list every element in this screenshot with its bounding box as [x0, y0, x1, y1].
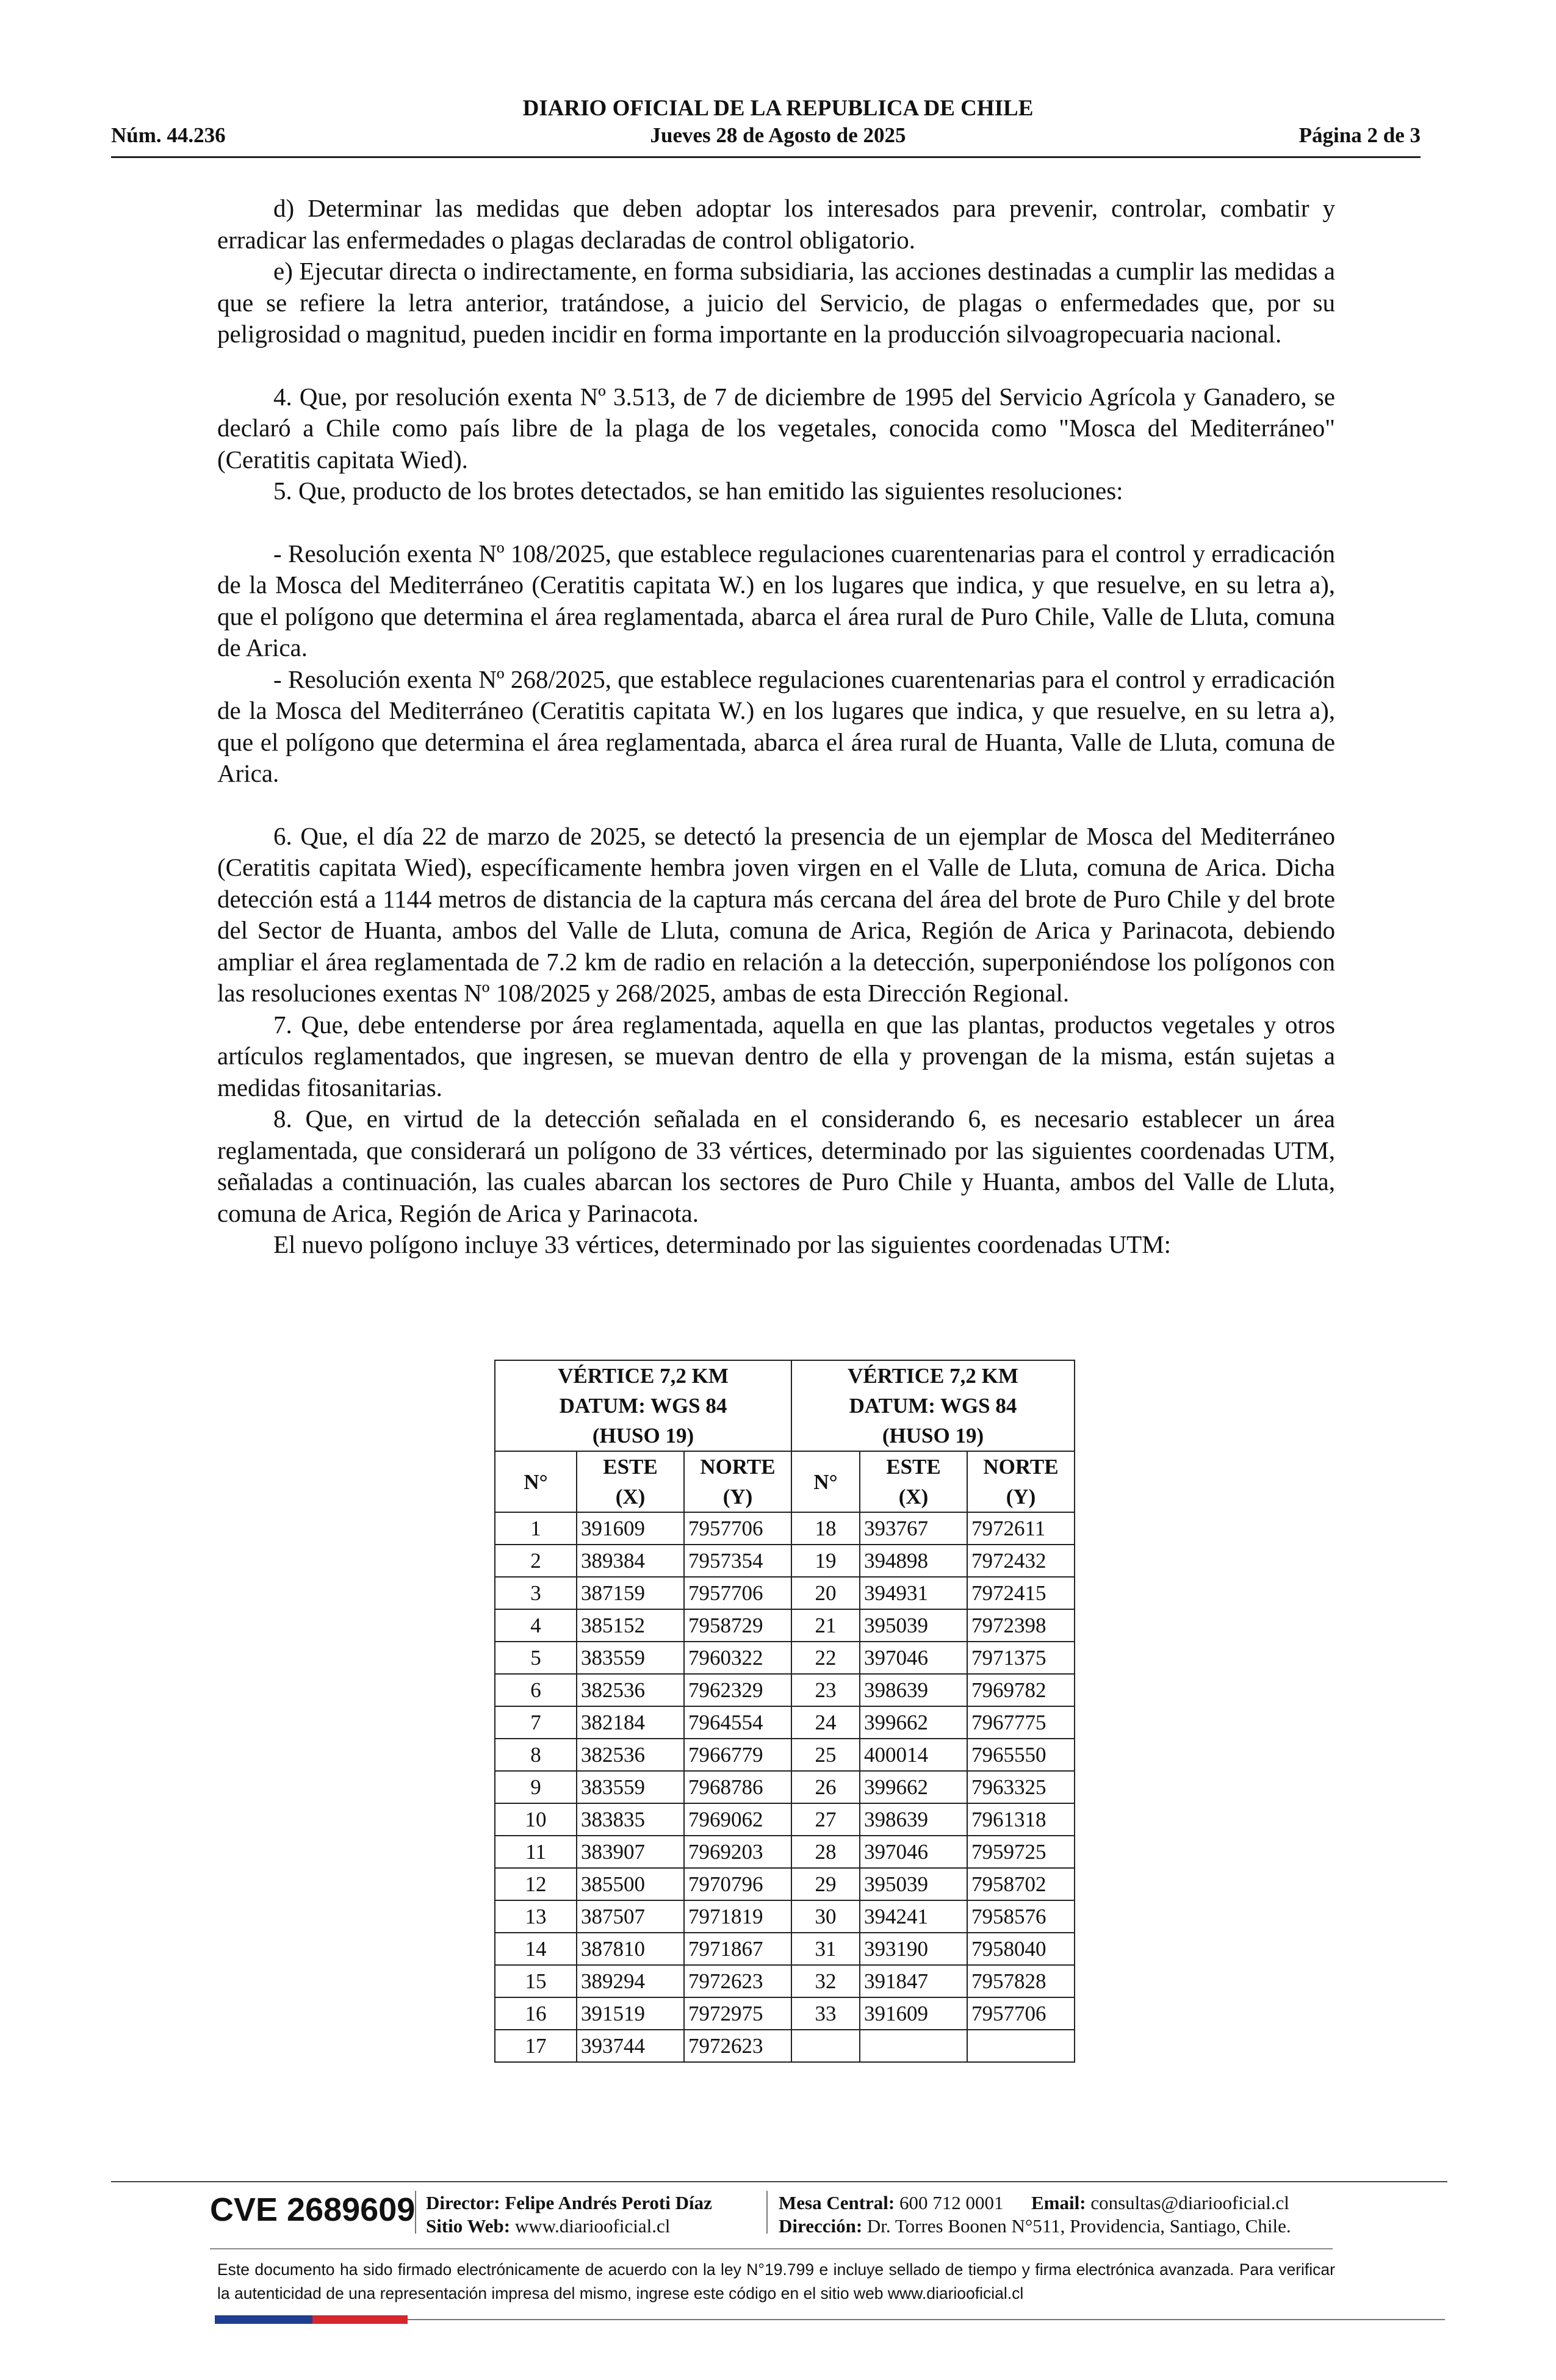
table-cell: 18: [791, 1512, 860, 1545]
table-cell: 27: [791, 1803, 860, 1836]
table-cell: 11: [495, 1836, 577, 1868]
table-cell: 7971375: [967, 1642, 1075, 1674]
table-cell: [967, 2030, 1075, 2062]
cve-code: CVE 2689609: [210, 2191, 416, 2228]
table-cell: 393190: [860, 1933, 967, 1965]
table-cell: 383559: [577, 1771, 684, 1803]
table-cell: 385152: [577, 1609, 684, 1642]
table-cell: 32: [791, 1965, 860, 1997]
table-cell: 6: [495, 1674, 577, 1706]
group-header-right: VÉRTICE 7,2 KM DATUM: WGS 84 (HUSO 19): [791, 1360, 1075, 1451]
table-row: [495, 1868, 1075, 1900]
paragraph-8: 8. Que, en virtud de la detección señalada en el considerando 6, es necesario establecer un área reglamentada, que considerará un polígono de 33 vértices, determinado por las siguientes coordenadas UTM, señaladas a continuación, las cuales abarcan los sectores de Puro Chile y Huanta, ambos del Valle de Lluta, comuna de Arica, Región de Arica y Parinacota.: [217, 1105, 1335, 1227]
address-line: Dirección: Dr. Torres Boonen N°511, Providencia, Santiago, Chile.: [779, 2215, 1291, 2237]
paragraph-resolution-108: - Resolución exenta Nº 108/2025, que establece regulaciones cuarentenarias para el control y erradicación de la Mosca del Mediterráneo (Ceratitis capitata W.) en los lugares que indica, y que resuelve, en su letra a), que el polígono que determina el área reglamentada, abarca el área rural de Puro Chile, Valle de Lluta, comuna de Arica.: [217, 539, 1335, 662]
table-row: [495, 1609, 1075, 1642]
table-cell: 399662: [860, 1706, 967, 1739]
table-cell: 7958576: [967, 1900, 1075, 1933]
table-cell: 31: [791, 1933, 860, 1965]
paragraph-5: 5. Que, producto de los brotes detectados, se han emitido las siguientes resoluciones:: [273, 477, 1123, 505]
table-cell: 14: [495, 1933, 577, 1965]
table-cell: 7957354: [684, 1545, 791, 1577]
table-cell: 382184: [577, 1706, 684, 1739]
table-cell: 7972623: [684, 1965, 791, 1997]
table-cell: [791, 2030, 860, 2062]
table-cell: 382536: [577, 1674, 684, 1706]
table-cell: 383907: [577, 1836, 684, 1868]
table-cell: 383559: [577, 1642, 684, 1674]
table-cell: 10: [495, 1803, 577, 1836]
table-cell: 7957706: [684, 1512, 791, 1545]
table-cell: 15: [495, 1965, 577, 1997]
table-cell: 7967775: [967, 1706, 1075, 1739]
table-cell: 7960322: [684, 1642, 791, 1674]
director-line: Director: Felipe Andrés Peroti Díaz: [426, 2192, 712, 2213]
table-cell: 394241: [860, 1900, 967, 1933]
table-cell: 387810: [577, 1933, 684, 1965]
paragraph-7: 7. Que, debe entenderse por área reglamentada, aquella en que las plantas, productos vegetales y otros artículos reglamentados, que ingresen, se muevan dentro de ella y provengan de la misma, están sujetas a medidas fitosanitarias.: [217, 1010, 1335, 1102]
table-row: [495, 1545, 1075, 1577]
table-cell: 4: [495, 1609, 577, 1642]
table-cell: 28: [791, 1836, 860, 1868]
table-cell: 19: [791, 1545, 860, 1577]
table-cell: 400014: [860, 1739, 967, 1771]
page-indicator: Página 2 de 3: [1298, 123, 1421, 147]
table-cell: 7969782: [967, 1674, 1075, 1706]
table-cell: [860, 2030, 967, 2062]
table-cell: 398639: [860, 1674, 967, 1706]
table-row: [495, 1706, 1075, 1739]
table-cell: 385500: [577, 1868, 684, 1900]
table-cell: 397046: [860, 1836, 967, 1868]
table-cell: 387507: [577, 1900, 684, 1933]
flag-stripe-red: [312, 2315, 408, 2324]
table-cell: 387159: [577, 1577, 684, 1609]
table-row: [495, 1900, 1075, 1933]
contact-line: Mesa Central: 600 712 0001 Email: consultas@diariooficial.cl: [779, 2192, 1289, 2213]
table-cell: 389294: [577, 1965, 684, 1997]
flag-stripe-blue: [215, 2315, 312, 2324]
website-link[interactable]: www.diariooficial.cl: [514, 2215, 671, 2237]
table-cell: 3: [495, 1577, 577, 1609]
table-cell: 391609: [577, 1512, 684, 1545]
header-divider: [111, 156, 1421, 158]
table-cell: 9: [495, 1771, 577, 1803]
coordinates-table: [494, 1360, 1075, 2063]
footer-separator: [415, 2191, 416, 2234]
table-cell: 22: [791, 1642, 860, 1674]
table-cell: 26: [791, 1771, 860, 1803]
table-row: [495, 1997, 1075, 2030]
table-cell: 2: [495, 1545, 577, 1577]
paragraph-e: e) Ejecutar directa o indirectamente, en forma subsidiaria, las acciones destinadas a cumplir las medidas a que se refiere la letra anterior, tratándose, a juicio del Servicio, de plagas o enfermedades que, por su peligrosidad o magnitud, pueden incidir en forma importante en la producción silvoagropecuaria nacional.: [217, 257, 1335, 348]
table-cell: 7971819: [684, 1900, 791, 1933]
table-cell: 5: [495, 1642, 577, 1674]
email-link[interactable]: consultas@diariooficial.cl: [1090, 2192, 1289, 2213]
table-cell: 13: [495, 1900, 577, 1933]
table-cell: 30: [791, 1900, 860, 1933]
table-row: [495, 1674, 1075, 1706]
table-cell: 7963325: [967, 1771, 1075, 1803]
table-cell: 399662: [860, 1771, 967, 1803]
table-cell: 7957828: [967, 1965, 1075, 1997]
table-row: [495, 1836, 1075, 1868]
table-cell: 17: [495, 2030, 577, 2062]
table-cell: 23: [791, 1674, 860, 1706]
paragraph-4: 4. Que, por resolución exenta Nº 3.513, de 7 de diciembre de 1995 del Servicio Agrícola y Ganadero, se declaró a Chile como país libre de la plaga de los vegetales, conocida como "Mosca del Mediterráneo" (Ceratitis capitata Wied).: [217, 382, 1335, 474]
table-cell: 7957706: [684, 1577, 791, 1609]
table-cell: 7971867: [684, 1933, 791, 1965]
table-cell: 7972975: [684, 1997, 791, 2030]
table-cell: 7958729: [684, 1609, 791, 1642]
table-cell: 389384: [577, 1545, 684, 1577]
table-cell: 382536: [577, 1739, 684, 1771]
col-header-este: ESTE (X): [860, 1451, 967, 1512]
table-cell: 7959725: [967, 1836, 1075, 1868]
table-cell: 7957706: [967, 1997, 1075, 2030]
col-header-norte: NORTE (Y): [967, 1451, 1075, 1512]
table-cell: 7972623: [684, 2030, 791, 2062]
group-header-left: VÉRTICE 7,2 KM DATUM: WGS 84 (HUSO 19): [495, 1360, 791, 1451]
table-cell: 394898: [860, 1545, 967, 1577]
table-cell: 7972432: [967, 1545, 1075, 1577]
table-cell: 395039: [860, 1609, 967, 1642]
newspaper-title: DIARIO OFICIAL DE LA REPUBLICA DE CHILE: [522, 96, 1034, 121]
table-row: [495, 1933, 1075, 1965]
table-cell: 7966779: [684, 1739, 791, 1771]
table-cell: 7969203: [684, 1836, 791, 1868]
table-cell: 7958702: [967, 1868, 1075, 1900]
paragraph-d: d) Determinar las medidas que deben adoptar los interesados para prevenir, controlar, combatir y erradicar las enfermedades o plagas declaradas de control obligatorio.: [217, 194, 1335, 254]
table-cell: 391609: [860, 1997, 967, 2030]
table-cell: 7958040: [967, 1933, 1075, 1965]
table-cell: 393744: [577, 2030, 684, 2062]
col-header-norte: NORTE (Y): [684, 1451, 791, 1512]
table-row: [495, 1771, 1075, 1803]
table-cell: 29: [791, 1868, 860, 1900]
table-cell: 20: [791, 1577, 860, 1609]
table-cell: 33: [791, 1997, 860, 2030]
table-cell: 25: [791, 1739, 860, 1771]
table-row: [495, 2030, 1075, 2062]
table-cell: 7969062: [684, 1803, 791, 1836]
table-cell: 7970796: [684, 1868, 791, 1900]
col-header-este: ESTE (X): [577, 1451, 684, 1512]
table-row: [495, 1965, 1075, 1997]
table-row: [495, 1803, 1075, 1836]
table-row: [495, 1642, 1075, 1674]
issue-number: Núm. 44.236: [111, 123, 226, 147]
table-cell: 383835: [577, 1803, 684, 1836]
document-body: [217, 193, 1335, 1261]
table-cell: 8: [495, 1739, 577, 1771]
table-cell: 393767: [860, 1512, 967, 1545]
table-cell: 16: [495, 1997, 577, 2030]
issue-date: Jueves 28 de Agosto de 2025: [650, 123, 906, 147]
footer-separator: [766, 2191, 768, 2234]
table-row: [495, 1512, 1075, 1545]
table-cell: 1: [495, 1512, 577, 1545]
table-cell: 7972415: [967, 1577, 1075, 1609]
table-cell: 21: [791, 1609, 860, 1642]
table-cell: 395039: [860, 1868, 967, 1900]
paragraph-polygon-intro: El nuevo polígono incluye 33 vértices, determinado por las siguientes coordenadas UTM:: [273, 1230, 1172, 1258]
table-cell: 391519: [577, 1997, 684, 2030]
table-row: [495, 1739, 1075, 1771]
website-line: Sitio Web: www.diariooficial.cl: [426, 2215, 671, 2237]
paragraph-6: 6. Que, el día 22 de marzo de 2025, se detectó la presencia de un ejemplar de Mosca del Mediterráneo (Ceratitis capitata Wied), específicamente hembra joven virgen en el Valle de Lluta, comuna de Arica. Dicha detección está a 1144 metros de distancia de la captura más cercana del área del brote de Puro Chile y del brote del Sector de Huanta, ambos del Valle de Lluta, comuna de Arica, Región de Arica y Parinacota, debiendo ampliar el área reglamentada de 7.2 km de radio en relación a la detección, superponiéndose los polígonos con las resoluciones exentas Nº 108/2025 y 268/2025, ambas de esta Dirección Regional.: [217, 821, 1335, 1007]
footer-inner-divider: [210, 2248, 1333, 2249]
paragraph-resolution-268: - Resolución exenta Nº 268/2025, que establece regulaciones cuarentenarias para el control y erradicación de la Mosca del Mediterráneo (Ceratitis capitata W.) en los lugares que indica, y que resuelve, en su letra a), que el polígono que determina el área reglamentada, abarca el área rural de Huanta, Valle de Lluta, comuna de Arica.: [217, 665, 1335, 787]
table-cell: 394931: [860, 1577, 967, 1609]
table-cell: 7962329: [684, 1674, 791, 1706]
col-header-n: N°: [495, 1451, 577, 1512]
table-cell: 391847: [860, 1965, 967, 1997]
footer-divider: [111, 2181, 1447, 2182]
table-cell: 398639: [860, 1803, 967, 1836]
table-cell: 7964554: [684, 1706, 791, 1739]
legal-notice: Este documento ha sido firmado electrónicamente de acuerdo con la ley N°19.799 e incluye sellado de tiempo y firma electrónica avanzada. Para verificar la autenticidad de una representación impresa del mismo, ingrese este código en el sitio web www.diariooficial.cl: [217, 2260, 1335, 2302]
table-cell: 7: [495, 1706, 577, 1739]
table-row: [495, 1577, 1075, 1609]
table-cell: 7972398: [967, 1609, 1075, 1642]
table-cell: 12: [495, 1868, 577, 1900]
table-cell: 397046: [860, 1642, 967, 1674]
col-header-n: N°: [791, 1451, 860, 1512]
table-cell: 7972611: [967, 1512, 1075, 1545]
table-cell: 7961318: [967, 1803, 1075, 1836]
table-cell: 24: [791, 1706, 860, 1739]
table-cell: 7965550: [967, 1739, 1075, 1771]
flag-stripe-line: [408, 2319, 1445, 2320]
table-cell: 7968786: [684, 1771, 791, 1803]
